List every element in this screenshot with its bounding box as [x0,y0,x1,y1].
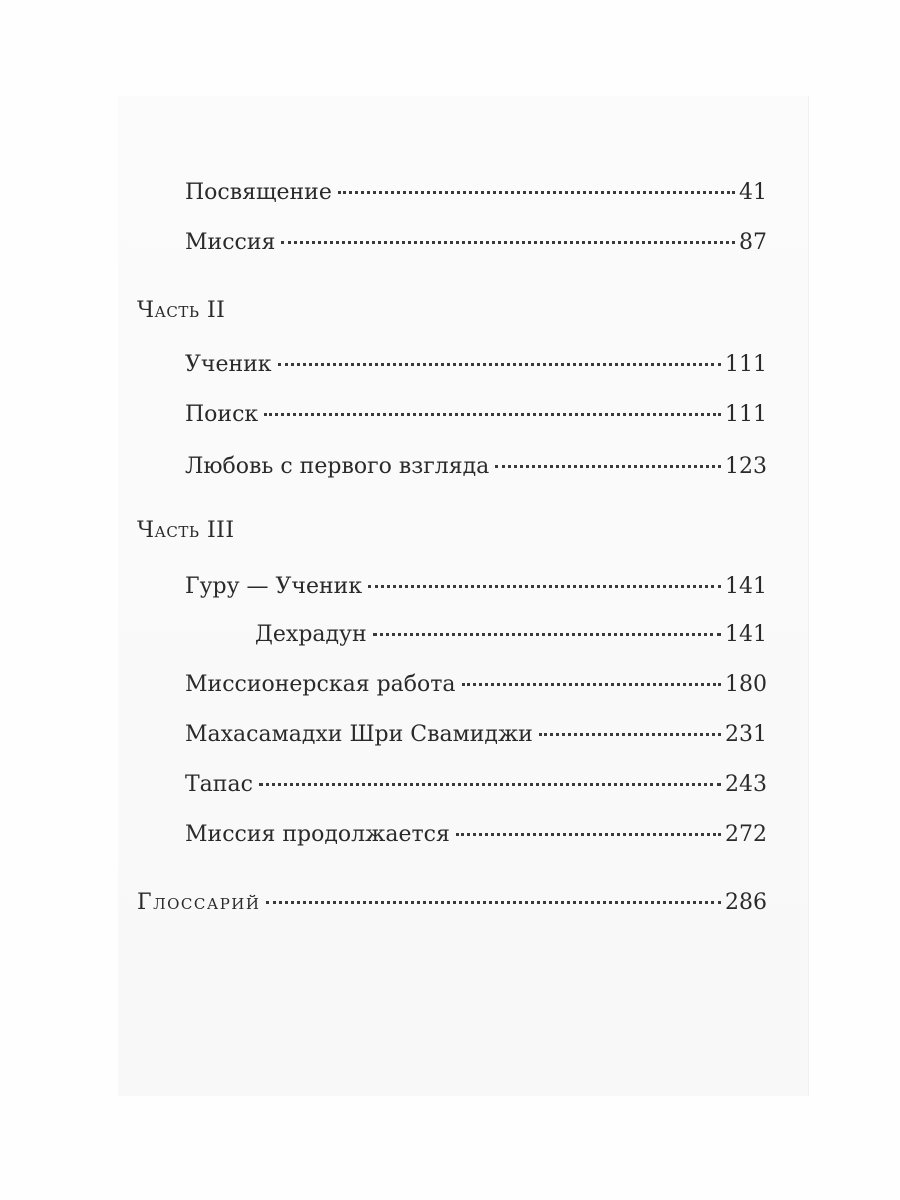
toc-entry-page: 180 [725,672,767,697]
toc-leader-dots [338,191,735,194]
toc-entry-page: 141 [725,574,767,599]
toc-leader-dots [278,363,721,366]
toc-entry-title: Дехрадун [255,622,367,647]
toc-leader-dots [495,465,721,468]
toc-entry-student[interactable] [185,352,767,378]
toc-entry-page: 243 [725,772,767,797]
toc-leader-dots [281,241,735,244]
toc-entry-title: Миссионерская работа [185,672,456,697]
toc-leader-dots [456,833,721,836]
toc-entry-page: 41 [739,180,767,205]
toc-entry-page: 111 [725,352,767,377]
toc-leader-dots [462,683,721,686]
toc-entry-mission-continues[interactable] [185,822,767,848]
toc-entry-mission[interactable] [185,230,767,256]
toc-entry-page: 231 [725,722,767,747]
toc-entry-page: 141 [725,622,767,647]
toc-leader-dots [259,783,721,786]
toc-entry-title: Махасамадхи Шри Свамиджи [185,722,533,747]
toc-entry-guru-student[interactable] [185,574,767,600]
part-heading-2: Часть II [137,298,226,323]
toc-entry-title: Ученик [185,352,272,377]
toc-leader-dots [266,901,721,904]
toc-entry-title: Миссия [185,230,276,255]
toc-entry-dedication[interactable] [185,180,767,206]
toc-leader-dots [368,585,721,588]
part-heading-3: Часть III [137,518,235,543]
toc-entry-title: Миссия продолжается [185,822,450,847]
toc-leader-dots [539,733,721,736]
toc-entry-page: 123 [725,454,767,479]
toc-entry-missionary-work[interactable] [185,672,767,698]
toc-entry-title: Поиск [185,402,259,427]
toc-entry-glossary[interactable] [137,890,767,916]
toc-entry-tapas[interactable] [185,772,767,798]
toc-entry-title: Гуру — Ученик [185,574,363,599]
toc-entry-page: 111 [725,402,767,427]
toc-leader-dots [264,413,721,416]
toc-entry-title: Любовь с первого взгляда [185,454,490,479]
toc-entry-title: Глоссарий [137,890,261,915]
toc-entry-mahasamadhi[interactable] [185,722,767,748]
toc-entry-search[interactable] [185,402,767,428]
toc-entry-page: 87 [739,230,767,255]
toc-entry-love-at-first-sight[interactable] [185,454,767,480]
toc-leader-dots [373,633,721,636]
toc-entry-dehradun[interactable] [255,622,767,648]
toc-entry-page: 286 [725,890,767,915]
toc-entry-title: Тапас [185,772,253,797]
toc-entry-title: Посвящение [185,180,332,205]
toc-entry-page: 272 [725,822,767,847]
